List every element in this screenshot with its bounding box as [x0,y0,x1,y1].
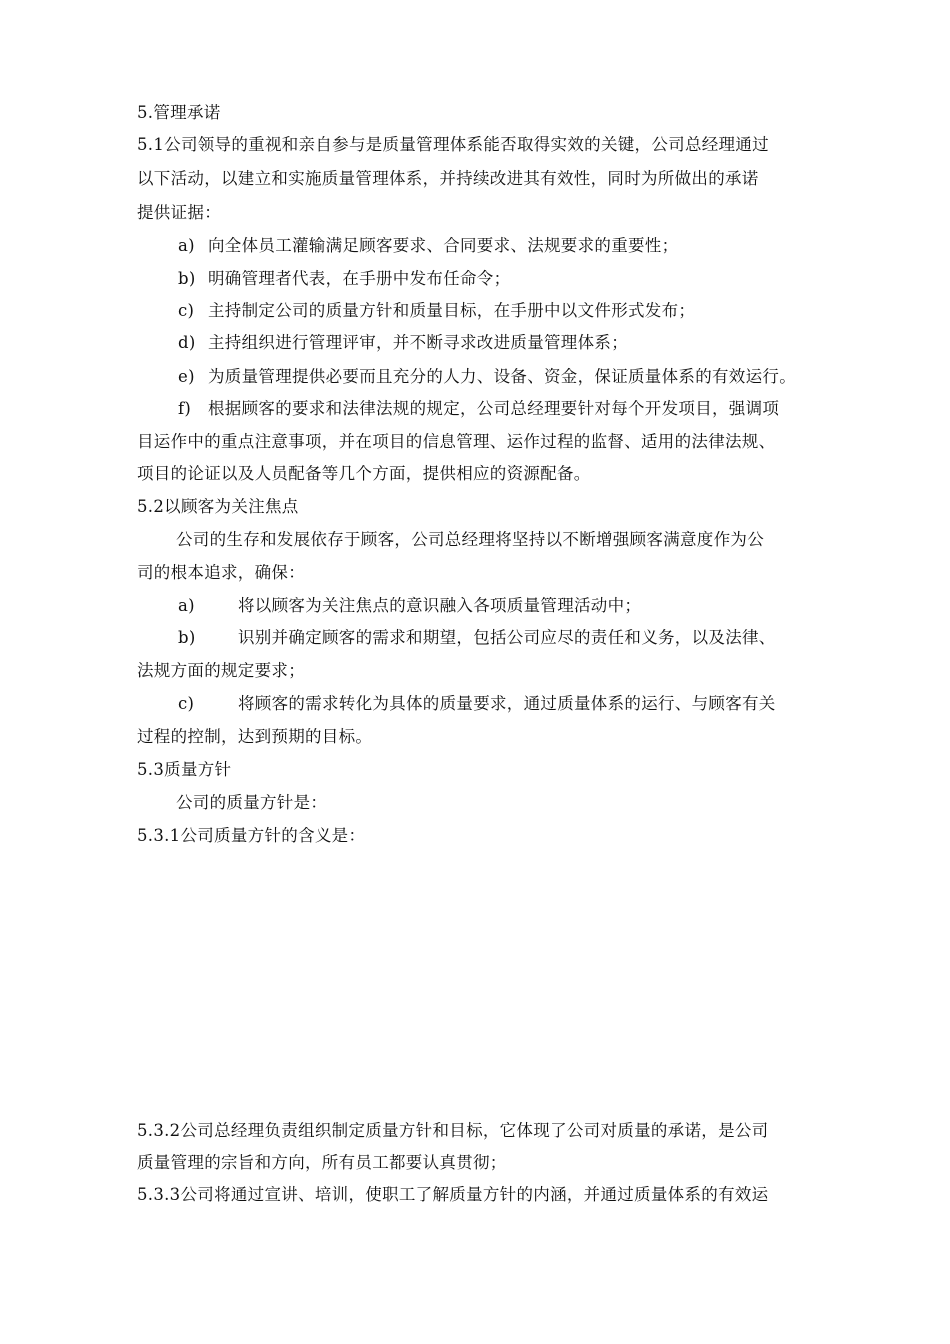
section-heading: 5.2以顾客为关注焦点 [137,497,299,516]
paragraph-line: 过程的控制，达到预期的目标。 [137,727,373,746]
paragraph-line: 5.1公司领导的重视和亲自参与是质量管理体系能否取得实效的关键，公司总经理通过 [137,135,769,154]
paragraph-line: 以下活动，以建立和实施质量管理体系，并持续改进其有效性，同时为所做出的承诺 [137,169,759,188]
list-item: d) 主持组织进行管理评审，并不断寻求改进质量管理体系； [178,333,628,352]
paragraph-line: 司的根本追求，确保： [137,563,305,582]
paragraph-line: 目运作中的重点注意事项，并在项目的信息管理、运作过程的监督、适用的法律法规、 [137,432,776,451]
section-heading: 5.3质量方针 [137,760,232,779]
list-item: c) 主持制定公司的质量方针和质量目标，在手册中以文件形式发布； [178,301,696,320]
list-marker: b) [178,269,196,288]
paragraph-line: 公司的质量方针是： [176,793,328,812]
list-item: b) 明确管理者代表，在手册中发布任命令； [178,269,511,288]
list-marker: f) [178,399,192,418]
list-marker: c) [178,301,195,320]
section-heading: 5.管理承诺 [137,103,221,122]
paragraph-line: 法规方面的规定要求； [137,661,305,680]
paragraph-line: 提供证据： [137,203,221,222]
list-item: a) 向全体员工灌输满足顾客要求、合同要求、法规要求的重要性； [178,236,679,255]
paragraph-line: 5.3.3公司将通过宣讲、培训，使职工了解质量方针的内涵，并通过质量体系的有效运 [137,1185,769,1204]
paragraph-line: 5.3.2公司总经理负责组织制定质量方针和目标，它体现了公司对质量的承诺，是公司 [137,1121,769,1140]
paragraph-line: 项目的论证以及人员配备等几个方面，提供相应的资源配备。 [137,464,591,483]
list-item: f) 根据顾客的要求和法律法规的规定，公司总经理要针对每个开发项目，强调项 [178,399,780,418]
subsection-heading: 5.3.1公司质量方针的含义是： [137,826,366,845]
paragraph-line: 质量管理的宗旨和方向，所有员工都要认真贯彻； [137,1153,507,1172]
list-marker: a) [178,236,195,255]
list-item: e) 为质量管理提供必要而且充分的人力、设备、资金，保证质量体系的有效运行。 [178,367,796,386]
list-item: c) 将顾客的需求转化为具体的质量要求，通过质量体系的运行、与顾客有关 [178,694,776,713]
list-marker: c) [178,694,195,713]
list-marker: b) [178,628,196,647]
list-marker: e) [178,367,195,386]
list-item: a) 将以顾客为关注焦点的意识融入各项质量管理活动中； [178,596,642,615]
list-item: b) 识别并确定顾客的需求和期望，包括公司应尽的责任和义务，以及法律、 [178,628,776,647]
paragraph-line: 公司的生存和发展依存于顾客，公司总经理将坚持以不断增强顾客满意度作为公 [176,530,764,549]
list-marker: d) [178,333,196,352]
list-marker: a) [178,596,195,615]
